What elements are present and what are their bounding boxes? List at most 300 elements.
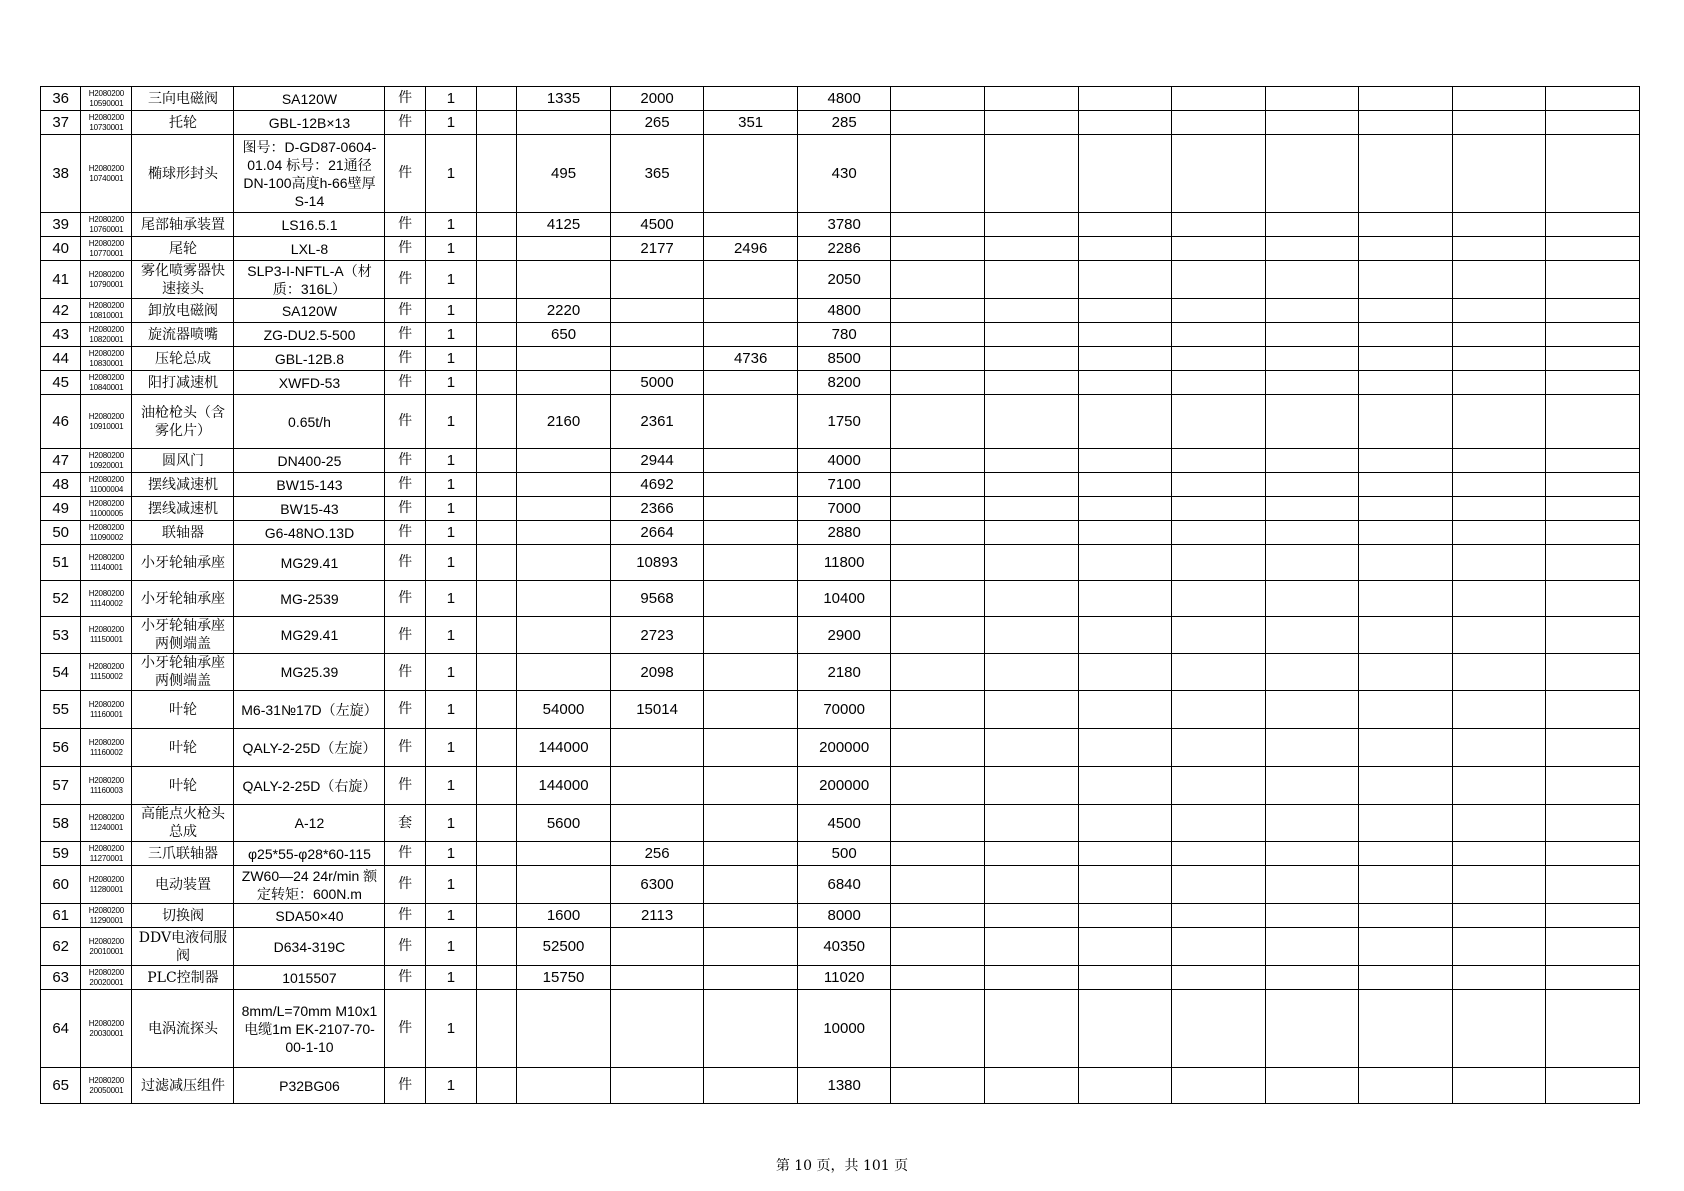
item-name: 叶轮 [132, 691, 234, 729]
empty-cell [1452, 729, 1546, 767]
cell-col-8: 650 [517, 323, 611, 347]
empty-cell [891, 1068, 985, 1104]
cell-col-10 [704, 581, 798, 617]
item-code: H2080200 20030001 [81, 990, 132, 1068]
empty-cell [1265, 691, 1359, 729]
table-row [41, 1068, 1640, 1104]
item-code: H2080200 10790001 [81, 261, 132, 299]
empty-cell [1546, 371, 1640, 395]
cell-col-10: 351 [704, 111, 798, 135]
empty-cell [1172, 654, 1266, 691]
item-qty: 1 [425, 767, 476, 805]
table-row [41, 111, 1640, 135]
empty-cell [1359, 111, 1453, 135]
item-unit: 件 [385, 135, 425, 213]
empty-cell [891, 904, 985, 928]
cell-col-11: 4500 [797, 805, 891, 842]
cell-col-7 [476, 842, 516, 866]
item-spec: DN400-25 [234, 449, 385, 473]
empty-cell [1546, 497, 1640, 521]
item-spec: GBL-12B×13 [234, 111, 385, 135]
empty-cell [891, 767, 985, 805]
item-qty: 1 [425, 135, 476, 213]
empty-cell [1078, 691, 1172, 729]
item-name: 摆线减速机 [132, 497, 234, 521]
empty-cell [1546, 473, 1640, 497]
table-row [41, 395, 1640, 449]
cell-col-9: 256 [610, 842, 704, 866]
cell-col-11: 2900 [797, 617, 891, 654]
empty-cell [1265, 299, 1359, 323]
empty-cell [1452, 299, 1546, 323]
cell-col-9: 2664 [610, 521, 704, 545]
empty-cell [1265, 449, 1359, 473]
empty-cell [1172, 213, 1266, 237]
item-code: H2080200 10760001 [81, 213, 132, 237]
cell-col-9 [610, 347, 704, 371]
empty-cell [1546, 135, 1640, 213]
row-number: 45 [41, 371, 81, 395]
cell-col-9 [610, 1068, 704, 1104]
item-unit: 件 [385, 299, 425, 323]
empty-cell [1265, 111, 1359, 135]
item-unit: 件 [385, 654, 425, 691]
empty-cell [1452, 323, 1546, 347]
cell-col-7 [476, 654, 516, 691]
empty-cell [1452, 135, 1546, 213]
empty-cell [985, 866, 1079, 904]
cell-col-9 [610, 805, 704, 842]
empty-cell [1172, 135, 1266, 213]
cell-col-10 [704, 371, 798, 395]
item-code: H2080200 10920001 [81, 449, 132, 473]
cell-col-10: 2496 [704, 237, 798, 261]
cell-col-9: 2723 [610, 617, 704, 654]
item-code: H2080200 10820001 [81, 323, 132, 347]
empty-cell [1172, 767, 1266, 805]
empty-cell [1078, 805, 1172, 842]
item-qty: 1 [425, 261, 476, 299]
cell-col-10 [704, 497, 798, 521]
cell-col-11: 500 [797, 842, 891, 866]
row-number: 53 [41, 617, 81, 654]
empty-cell [891, 237, 985, 261]
empty-cell [985, 928, 1079, 966]
empty-cell [891, 866, 985, 904]
empty-cell [891, 473, 985, 497]
cell-col-9: 4692 [610, 473, 704, 497]
row-number: 61 [41, 904, 81, 928]
item-spec: SA120W [234, 299, 385, 323]
table-row [41, 805, 1640, 842]
cell-col-7 [476, 111, 516, 135]
item-unit: 件 [385, 545, 425, 581]
empty-cell [1546, 111, 1640, 135]
table-row [41, 87, 1640, 111]
item-spec: 8mm/L=70mm M10x1 电缆1m EK-2107-70-00-1-10 [234, 990, 385, 1068]
cell-col-8 [517, 237, 611, 261]
cell-col-9: 2366 [610, 497, 704, 521]
row-number: 55 [41, 691, 81, 729]
cell-col-11: 4800 [797, 87, 891, 111]
empty-cell [1452, 521, 1546, 545]
cell-col-9 [610, 928, 704, 966]
empty-cell [985, 395, 1079, 449]
cell-col-7 [476, 767, 516, 805]
cell-col-8 [517, 449, 611, 473]
empty-cell [1359, 347, 1453, 371]
cell-col-8: 2220 [517, 299, 611, 323]
cell-col-11: 10400 [797, 581, 891, 617]
row-number: 40 [41, 237, 81, 261]
empty-cell [1265, 866, 1359, 904]
empty-cell [1078, 473, 1172, 497]
item-name: 阳打减速机 [132, 371, 234, 395]
table-row [41, 323, 1640, 347]
empty-cell [891, 261, 985, 299]
item-qty: 1 [425, 654, 476, 691]
empty-cell [891, 347, 985, 371]
empty-cell [1078, 928, 1172, 966]
cell-col-7 [476, 990, 516, 1068]
item-name: 尾部轴承装置 [132, 213, 234, 237]
item-unit: 件 [385, 521, 425, 545]
empty-cell [1078, 347, 1172, 371]
empty-cell [1078, 617, 1172, 654]
cell-col-8 [517, 347, 611, 371]
item-name: 电动装置 [132, 866, 234, 904]
item-spec: MG29.41 [234, 545, 385, 581]
item-name: 过滤减压组件 [132, 1068, 234, 1104]
cell-col-11: 11800 [797, 545, 891, 581]
cell-col-11: 70000 [797, 691, 891, 729]
empty-cell [1172, 805, 1266, 842]
cell-col-9: 4500 [610, 213, 704, 237]
empty-cell [891, 521, 985, 545]
cell-col-11: 8500 [797, 347, 891, 371]
item-unit: 件 [385, 323, 425, 347]
cell-col-11: 4000 [797, 449, 891, 473]
cell-col-8 [517, 521, 611, 545]
cell-col-7 [476, 617, 516, 654]
cell-col-9: 2944 [610, 449, 704, 473]
item-unit: 件 [385, 842, 425, 866]
empty-cell [1078, 729, 1172, 767]
cell-col-7 [476, 866, 516, 904]
empty-cell [1078, 449, 1172, 473]
cell-col-10 [704, 966, 798, 990]
item-spec: SA120W [234, 87, 385, 111]
empty-cell [1452, 237, 1546, 261]
item-spec: SDA50×40 [234, 904, 385, 928]
item-spec: MG25.39 [234, 654, 385, 691]
empty-cell [1172, 581, 1266, 617]
empty-cell [1359, 299, 1453, 323]
row-number: 36 [41, 87, 81, 111]
cell-col-11: 3780 [797, 213, 891, 237]
item-code: H2080200 11270001 [81, 842, 132, 866]
cell-col-7 [476, 928, 516, 966]
item-spec: 图号：D-GD87-0604-01.04 标号：21通径DN-100高度h-66壁厚S-14 [234, 135, 385, 213]
item-qty: 1 [425, 1068, 476, 1104]
item-code: H2080200 11150002 [81, 654, 132, 691]
empty-cell [891, 87, 985, 111]
empty-cell [985, 323, 1079, 347]
item-name: 小牙轮轴承座两侧端盖 [132, 617, 234, 654]
cell-col-11: 10000 [797, 990, 891, 1068]
cell-col-9: 2113 [610, 904, 704, 928]
item-unit: 件 [385, 371, 425, 395]
empty-cell [1546, 213, 1640, 237]
cell-col-11: 200000 [797, 767, 891, 805]
item-unit: 件 [385, 691, 425, 729]
empty-cell [985, 347, 1079, 371]
cell-col-7 [476, 805, 516, 842]
empty-cell [1546, 1068, 1640, 1104]
item-spec: LXL-8 [234, 237, 385, 261]
item-unit: 件 [385, 767, 425, 805]
cell-col-7 [476, 213, 516, 237]
cell-col-11: 2180 [797, 654, 891, 691]
cell-col-10 [704, 767, 798, 805]
empty-cell [985, 521, 1079, 545]
cell-col-7 [476, 449, 516, 473]
empty-cell [1359, 395, 1453, 449]
empty-cell [1172, 347, 1266, 371]
empty-cell [1452, 904, 1546, 928]
empty-cell [891, 395, 985, 449]
row-number: 51 [41, 545, 81, 581]
item-unit: 件 [385, 395, 425, 449]
table-row [41, 966, 1640, 990]
empty-cell [1359, 581, 1453, 617]
row-number: 64 [41, 990, 81, 1068]
table-row [41, 521, 1640, 545]
empty-cell [1172, 928, 1266, 966]
cell-col-10 [704, 866, 798, 904]
empty-cell [1172, 237, 1266, 261]
item-unit: 件 [385, 928, 425, 966]
empty-cell [1265, 654, 1359, 691]
empty-cell [1172, 87, 1266, 111]
empty-cell [1359, 654, 1453, 691]
empty-cell [1265, 237, 1359, 261]
cell-col-9: 2098 [610, 654, 704, 691]
empty-cell [985, 581, 1079, 617]
cell-col-8 [517, 371, 611, 395]
cell-col-9: 6300 [610, 866, 704, 904]
empty-cell [1452, 449, 1546, 473]
table-row [41, 347, 1640, 371]
cell-col-9: 2000 [610, 87, 704, 111]
item-code: H2080200 20010001 [81, 928, 132, 966]
cell-col-9: 265 [610, 111, 704, 135]
empty-cell [1452, 990, 1546, 1068]
cell-col-11: 430 [797, 135, 891, 213]
cell-col-11: 2880 [797, 521, 891, 545]
empty-cell [1078, 497, 1172, 521]
empty-cell [985, 111, 1079, 135]
cell-col-9: 9568 [610, 581, 704, 617]
empty-cell [985, 213, 1079, 237]
table-row [41, 237, 1640, 261]
cell-col-10 [704, 805, 798, 842]
cell-col-7 [476, 729, 516, 767]
item-unit: 件 [385, 347, 425, 371]
empty-cell [1078, 581, 1172, 617]
item-code: H2080200 10810001 [81, 299, 132, 323]
empty-cell [1359, 904, 1453, 928]
empty-cell [1359, 928, 1453, 966]
row-number: 56 [41, 729, 81, 767]
empty-cell [1172, 449, 1266, 473]
item-code: H2080200 11140002 [81, 581, 132, 617]
item-code: H2080200 11140001 [81, 545, 132, 581]
empty-cell [1265, 371, 1359, 395]
item-code: H2080200 11090002 [81, 521, 132, 545]
empty-cell [985, 691, 1079, 729]
table-body [41, 87, 1640, 1104]
item-qty: 1 [425, 990, 476, 1068]
table-row [41, 866, 1640, 904]
empty-cell [1546, 87, 1640, 111]
item-qty: 1 [425, 691, 476, 729]
item-qty: 1 [425, 87, 476, 111]
empty-cell [1546, 323, 1640, 347]
item-name: 椭球形封头 [132, 135, 234, 213]
item-qty: 1 [425, 395, 476, 449]
empty-cell [891, 213, 985, 237]
table-row [41, 928, 1640, 966]
item-qty: 1 [425, 521, 476, 545]
item-name: 切换阀 [132, 904, 234, 928]
item-name: 高能点火枪头总成 [132, 805, 234, 842]
empty-cell [985, 237, 1079, 261]
empty-cell [1546, 691, 1640, 729]
cell-col-11: 1380 [797, 1068, 891, 1104]
empty-cell [1172, 1068, 1266, 1104]
empty-cell [985, 654, 1079, 691]
cell-col-7 [476, 497, 516, 521]
empty-cell [1452, 347, 1546, 371]
empty-cell [1078, 299, 1172, 323]
cell-col-8: 52500 [517, 928, 611, 966]
cell-col-10 [704, 87, 798, 111]
cell-col-8: 2160 [517, 395, 611, 449]
cell-col-11: 2050 [797, 261, 891, 299]
item-unit: 件 [385, 111, 425, 135]
empty-cell [1359, 805, 1453, 842]
empty-cell [891, 990, 985, 1068]
item-spec: QALY-2-25D（左旋） [234, 729, 385, 767]
empty-cell [1078, 545, 1172, 581]
cell-col-10 [704, 1068, 798, 1104]
cell-col-7 [476, 135, 516, 213]
item-unit: 件 [385, 581, 425, 617]
cell-col-10 [704, 261, 798, 299]
table-row [41, 213, 1640, 237]
item-spec: P32BG06 [234, 1068, 385, 1104]
item-unit: 件 [385, 1068, 425, 1104]
empty-cell [1546, 521, 1640, 545]
empty-cell [1546, 966, 1640, 990]
cell-col-8 [517, 581, 611, 617]
item-name: 电涡流探头 [132, 990, 234, 1068]
cell-col-10 [704, 691, 798, 729]
cell-col-8: 1335 [517, 87, 611, 111]
empty-cell [1265, 395, 1359, 449]
item-spec: MG-2539 [234, 581, 385, 617]
empty-cell [1265, 521, 1359, 545]
cell-col-10 [704, 545, 798, 581]
item-spec: SLP3-I-NFTL-A（材质：316L） [234, 261, 385, 299]
item-name: DDV电液伺服阀 [132, 928, 234, 966]
cell-col-9 [610, 323, 704, 347]
item-code: H2080200 10730001 [81, 111, 132, 135]
empty-cell [1078, 111, 1172, 135]
empty-cell [1452, 691, 1546, 729]
row-number: 43 [41, 323, 81, 347]
item-spec: GBL-12B.8 [234, 347, 385, 371]
item-spec: ZW60—24 24r/min 额定转矩：600N.m [234, 866, 385, 904]
cell-col-7 [476, 323, 516, 347]
item-name: PLC控制器 [132, 966, 234, 990]
empty-cell [1546, 654, 1640, 691]
cell-col-8: 4125 [517, 213, 611, 237]
table-row [41, 497, 1640, 521]
table-row [41, 617, 1640, 654]
empty-cell [1546, 545, 1640, 581]
item-qty: 1 [425, 928, 476, 966]
empty-cell [1452, 87, 1546, 111]
empty-cell [1452, 497, 1546, 521]
empty-cell [1078, 395, 1172, 449]
item-unit: 件 [385, 866, 425, 904]
empty-cell [1172, 842, 1266, 866]
cell-col-10 [704, 449, 798, 473]
empty-cell [1546, 928, 1640, 966]
cell-col-7 [476, 581, 516, 617]
cell-col-11: 780 [797, 323, 891, 347]
empty-cell [1546, 990, 1640, 1068]
empty-cell [1452, 581, 1546, 617]
empty-cell [1265, 805, 1359, 842]
empty-cell [1452, 545, 1546, 581]
cell-col-8: 5600 [517, 805, 611, 842]
cell-col-10 [704, 299, 798, 323]
table-row [41, 990, 1640, 1068]
table-row [41, 371, 1640, 395]
empty-cell [985, 904, 1079, 928]
empty-cell [891, 691, 985, 729]
empty-cell [1078, 866, 1172, 904]
empty-cell [1172, 904, 1266, 928]
empty-cell [985, 1068, 1079, 1104]
row-number: 63 [41, 966, 81, 990]
empty-cell [1078, 261, 1172, 299]
empty-cell [985, 990, 1079, 1068]
item-spec: A-12 [234, 805, 385, 842]
item-name: 三向电磁阀 [132, 87, 234, 111]
item-code: H2080200 11160002 [81, 729, 132, 767]
empty-cell [1265, 1068, 1359, 1104]
cell-col-9 [610, 261, 704, 299]
item-code: H2080200 11160003 [81, 767, 132, 805]
page-footer: 第 10 页，共 101 页 [775, 1158, 909, 1174]
cell-col-8: 495 [517, 135, 611, 213]
item-code: H2080200 11150001 [81, 617, 132, 654]
item-code: H2080200 20050001 [81, 1068, 132, 1104]
